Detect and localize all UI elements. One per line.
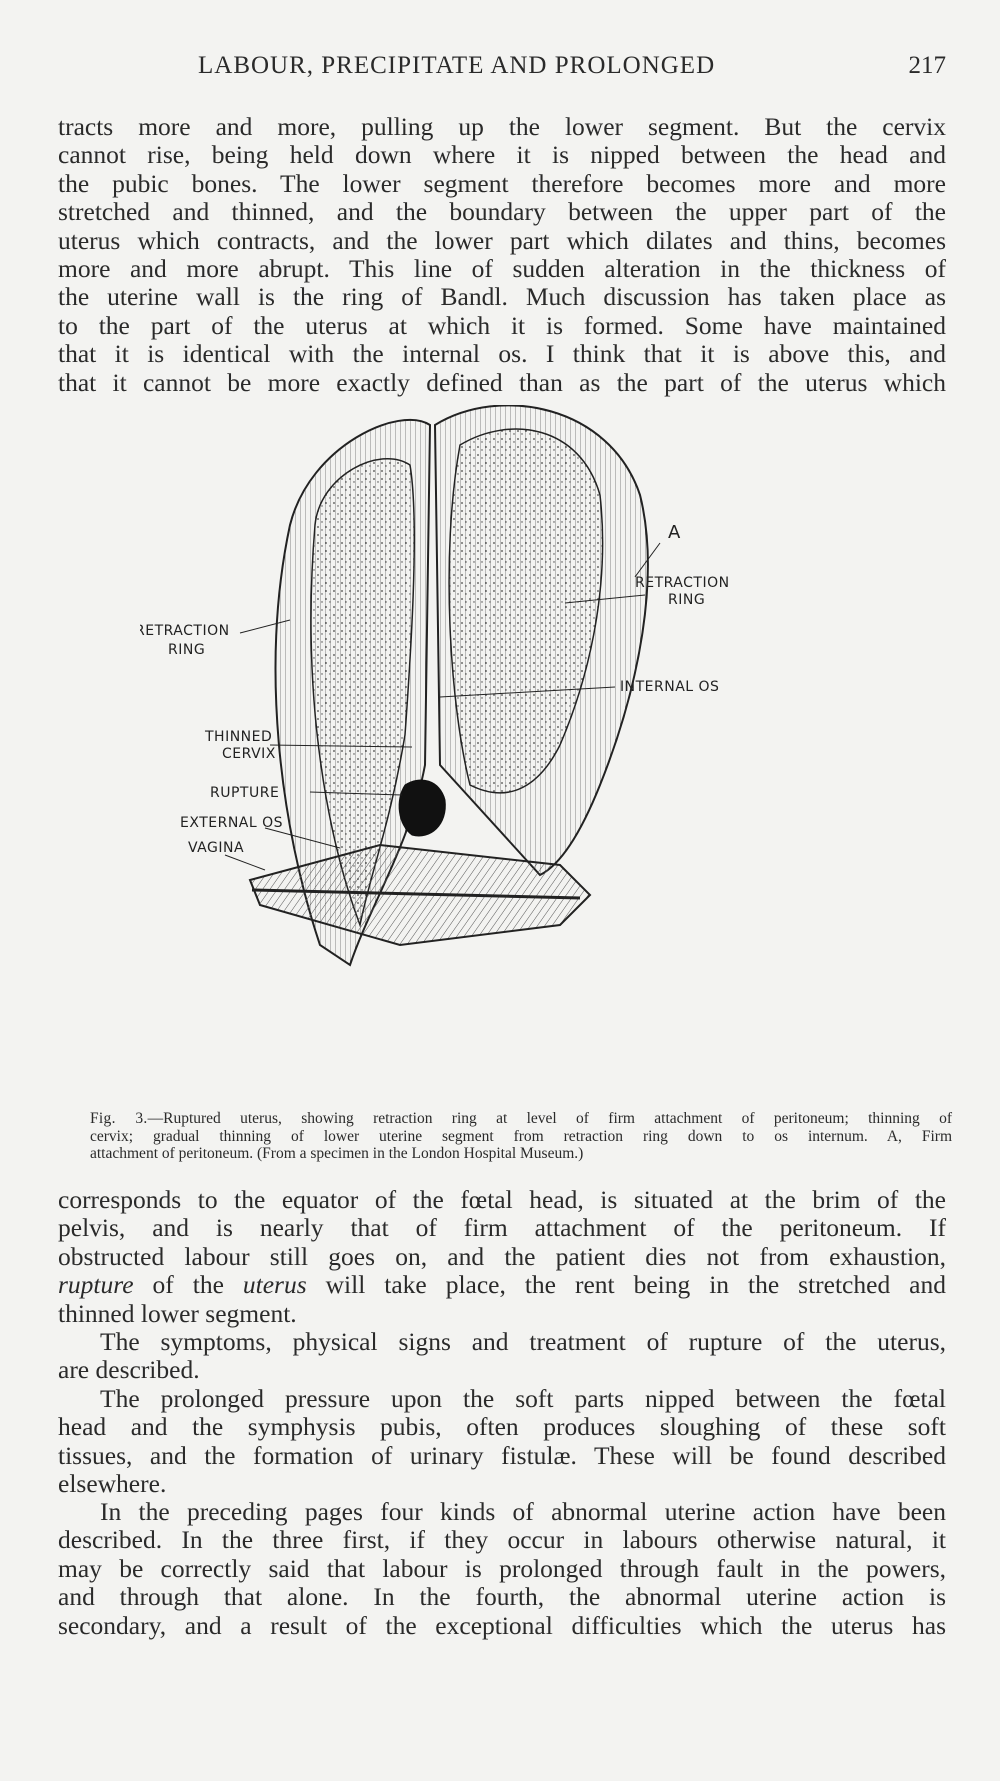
caption-text: —Ruptured uterus, showing retraction ring at level of firm attachment of peritoneum; thinning of: [147, 1110, 952, 1127]
paragraph-2: [58, 1186, 946, 1328]
text-line: the uterine wall is the ring of Bandl. Much discussion has taken place as: [58, 282, 946, 312]
label-retraction-ring-right: RETRACTION: [635, 575, 730, 591]
text-line: the pubic bones. The lower segment therefore becomes more and more: [58, 168, 946, 198]
text-line: corresponds to the equator of the fœtal head, is situated at the brim of the: [58, 1185, 946, 1214]
paragraph-1: [58, 113, 946, 397]
figure-caption: [90, 1110, 952, 1163]
text-line: pelvis, and is nearly that of firm attachment of the peritoneum. If: [58, 1213, 946, 1243]
page-number: 217: [908, 52, 946, 79]
paragraph-4: [58, 1385, 946, 1499]
italic-rupture: rupture: [58, 1270, 134, 1300]
text-fragment: will take place, the rent being in the stretched and: [306, 1270, 946, 1300]
text-line: described. In the three first, if they occur in labours otherwise natural, it: [58, 1525, 946, 1555]
running-title: LABOUR, PRECIPITATE AND PROLONGED: [198, 52, 716, 79]
label-retraction-ring-left: RETRACTION: [140, 623, 230, 639]
label-internal-os: INTERNAL OS: [620, 679, 720, 695]
label-external-os: EXTERNAL OS: [180, 815, 284, 831]
uterus-illustration: [140, 405, 860, 1105]
text-fragment: of the: [133, 1270, 243, 1300]
text-line: In the preceding pages four kinds of abnormal uterine action have been: [100, 1497, 946, 1526]
text-line: tissues, and the formation of urinary fistulæ. These will be found described: [58, 1440, 946, 1470]
paragraph-3: [58, 1328, 946, 1385]
caption-line-3: attachment of peritoneum. (From a specimen in the London Hospital Museum.): [90, 1145, 584, 1162]
text-line: The prolonged pressure upon the soft parts nipped between the fœtal: [100, 1384, 946, 1413]
text-line: stretched and thinned, and the boundary between the upper part of the: [58, 197, 946, 227]
text-line: more and more abrupt. This line of sudden alteration in the thickness of: [58, 254, 946, 284]
text-line: to the part of the uterus at which it is formed. Some have maintained: [58, 310, 946, 340]
text-line: obstructed labour still goes on, and the patient dies not from exhaustion,: [58, 1241, 946, 1271]
page-header: [58, 52, 946, 92]
figure-ruptured-uterus: [140, 405, 860, 1105]
text-line: elsewhere.: [58, 1469, 167, 1499]
text-line: head and the symphysis pubis, often produces sloughing of these soft: [58, 1412, 946, 1442]
paragraph-5: [58, 1498, 946, 1640]
label-retraction-ring-left-2: RING: [168, 642, 206, 658]
text-line: secondary, and a result of the exceptional difficulties which the uterus has: [58, 1610, 946, 1640]
italic-uterus: uterus: [242, 1270, 307, 1300]
text-line: tracts more and more, pulling up the lower segment. But the cervix: [58, 112, 946, 141]
rupture-region: [399, 780, 445, 836]
label-retraction-ring-right-2: RING: [668, 592, 706, 608]
caption-line-2: cervix; gradual thinning of lower uterine segment from retraction ring down to os internum. A, Firm: [90, 1127, 952, 1145]
label-vagina: VAGINA: [188, 840, 245, 856]
label-thinned-cervix-2: CERVIX: [222, 746, 276, 762]
text-line: uterus which contracts, and the lower part which dilates and thins, becomes: [58, 225, 946, 255]
text-line: The symptoms, physical signs and treatment of rupture of the uterus,: [100, 1327, 946, 1356]
caption-label: Fig. 3.: [90, 1110, 148, 1127]
label-a: A: [668, 522, 681, 543]
text-line: [58, 1271, 946, 1299]
text-line: thinned lower segment.: [58, 1298, 297, 1328]
text-line: cannot rise, being held down where it is nipped between the head and: [58, 140, 946, 170]
label-rupture: RUPTURE: [210, 785, 280, 801]
caption-line-1: [90, 1110, 952, 1128]
text-line: are described.: [58, 1355, 200, 1385]
label-thinned-cervix: THINNED: [205, 729, 273, 745]
text-line: that it is identical with the internal os. I think that it is above this, and: [58, 339, 946, 369]
text-line: may be correctly said that labour is prolonged through fault in the powers,: [58, 1553, 946, 1583]
text-line: and through that alone. In the fourth, the abnormal uterine action is: [58, 1582, 946, 1612]
text-line: that it cannot be more exactly defined than as the part of the uterus which: [58, 367, 946, 397]
